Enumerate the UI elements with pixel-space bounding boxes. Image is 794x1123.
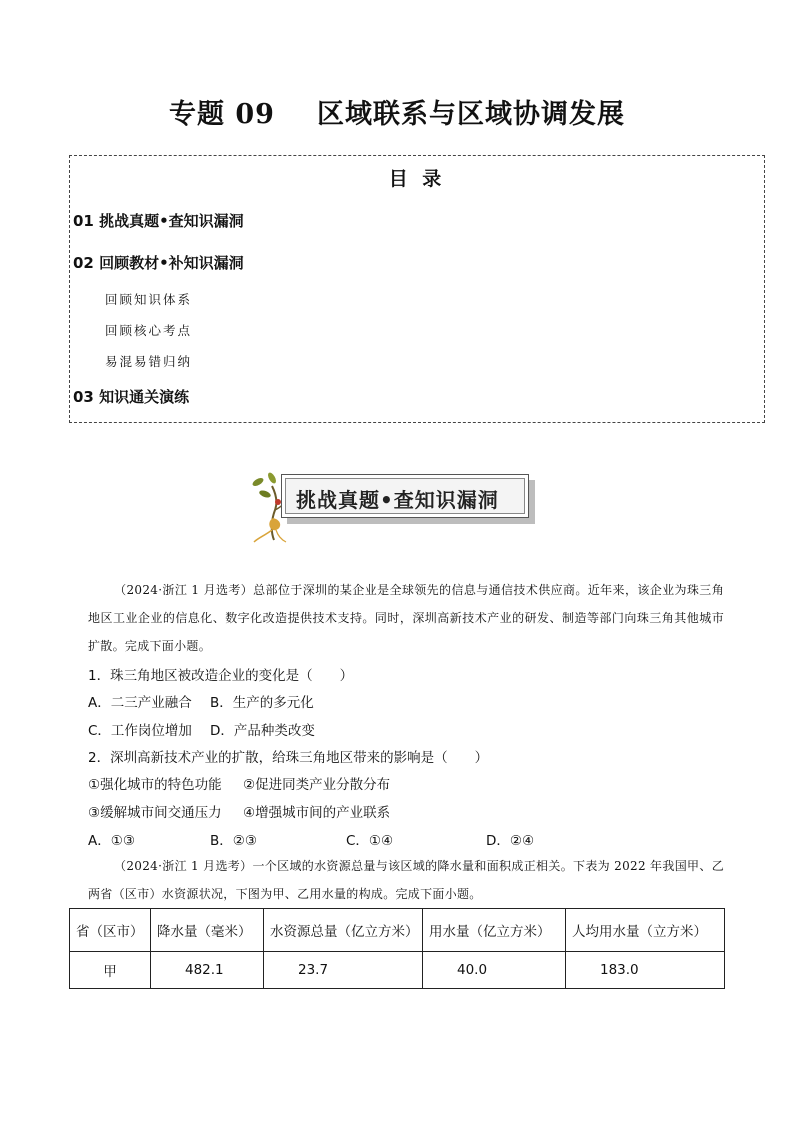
water-resources-table [69, 908, 725, 989]
toc-heading: 目 录 [388, 168, 446, 190]
page-title [0, 92, 794, 131]
table-header: 省（区市） [70, 909, 151, 952]
table-cell: 482.1 [151, 952, 264, 989]
question-material: 一个区域的水资源总量与该区域的降水量和面积成正相关。下表为 2022 年我国甲、乙两省（区市）水资源状况，下图为甲、乙用水量的构成。完成下面小题。 [88, 859, 724, 901]
toc-section-02[interactable]: 02 回顾教材•补知识漏洞 [73, 254, 244, 272]
question-source: （2024·浙江 1 月选考） [114, 859, 253, 873]
q1-option-a[interactable]: A．二三产业融合 [88, 695, 192, 711]
topic-name: 区域联系与区域协调发展 [316, 99, 625, 130]
banner-title: 挑战真题•查知识漏洞 [296, 488, 499, 512]
q2-option-b[interactable]: B．②③ [210, 833, 257, 849]
table-cell: 40.0 [423, 952, 566, 989]
table-header-row [70, 909, 725, 952]
question-2-stem: 2．深圳高新技术产业的扩散，给珠三角地区带来的影响是（ ） [88, 750, 489, 766]
q2-option-d[interactable]: D．②④ [486, 833, 535, 849]
toc-subitem-core-points[interactable]: 回顾核心考点 [105, 323, 193, 338]
q2-statement-3: ③缓解城市间交通压力 [88, 805, 222, 821]
q1-option-b[interactable]: B．生产的多元化 [210, 695, 314, 711]
table-header: 降水量（毫米） [151, 909, 264, 952]
section-banner [248, 472, 538, 542]
q2-statement-4: ④增强城市间的产业联系 [243, 805, 391, 821]
q2-statement-2: ②促进同类产业分散分布 [243, 777, 391, 793]
table-header: 水资源总量（亿立方米） [264, 909, 423, 952]
question-material: 总部位于深圳的某企业是全球领先的信息与通信技术供应商。近年来，该企业为珠三角地区工业企业的信息化、数字化改造提供技术支持。同时，深圳高新技术产业的研发、制造等部门向珠三角其他城市扩散。完成下面小题。 [88, 583, 725, 653]
q2-option-c[interactable]: C．①④ [346, 833, 394, 849]
table-cell: 23.7 [264, 952, 423, 989]
topic-number: 专题 09 [169, 99, 275, 130]
table-of-contents [69, 155, 765, 423]
q1-option-d[interactable]: D．产品种类改变 [210, 723, 315, 739]
toc-section-03[interactable]: 03 知识通关演练 [73, 388, 190, 406]
question-source: （2024·浙江 1 月选考） [114, 583, 254, 597]
q1-option-c[interactable]: C．工作岗位增加 [88, 723, 192, 739]
table-header: 人均用水量（立方米） [566, 909, 725, 952]
question-1-intro [88, 576, 724, 660]
toc-section-01[interactable]: 01 挑战真题•查知识漏洞 [73, 212, 244, 230]
table-cell: 甲 [70, 952, 151, 989]
toc-subitem-common-mistakes[interactable]: 易混易错归纳 [105, 354, 193, 369]
table-cell: 183.0 [566, 952, 725, 989]
q2-option-a[interactable]: A．①③ [88, 833, 135, 849]
table-header: 用水量（亿立方米） [423, 909, 566, 952]
question-3-intro [88, 852, 724, 908]
toc-subitem-knowledge-system[interactable]: 回顾知识体系 [105, 292, 193, 307]
question-1-stem: 1．珠三角地区被改造企业的变化是（ ） [88, 668, 354, 684]
q2-statement-1: ①强化城市的特色功能 [88, 777, 222, 793]
table-row [70, 952, 725, 989]
